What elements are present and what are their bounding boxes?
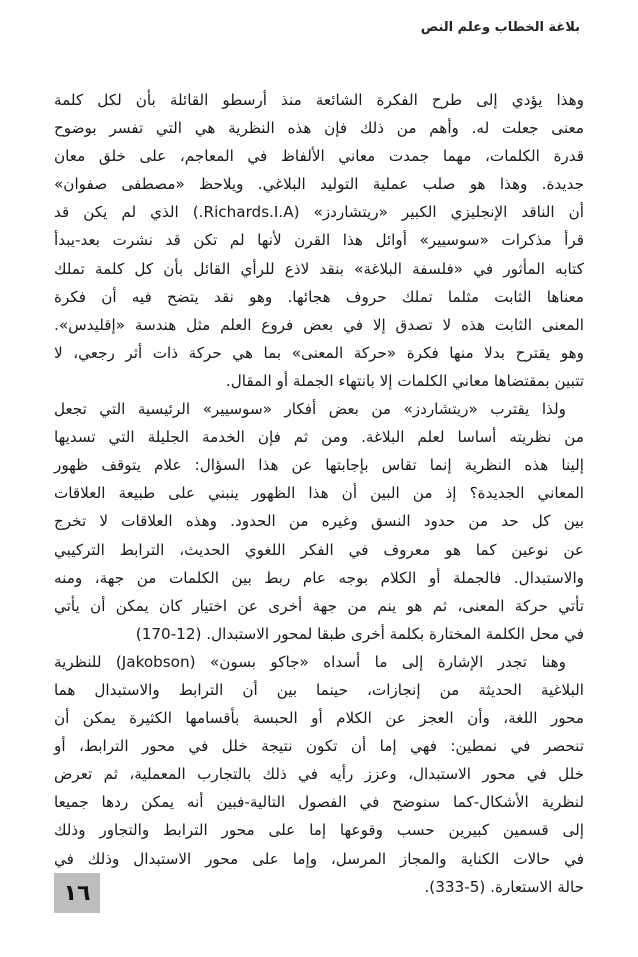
text-line: المعنى الثابت هذه لا تصدق إلا في بعض فروع العلم مثل هندسة «إقليدس».: [54, 315, 584, 334]
text-line: في حالات الكناية والمجاز المرسل، وإما على محور الاستبدال وذلك في: [54, 849, 584, 868]
text-line: من نظريته أساسا لعلم البلاغة. ومن ثم فإن الخدمة الجليلة التي تسديها: [54, 428, 584, 447]
text-line: تتبين بمقتضاها معاني الكلمات إلا بانتهاء الجملة أو المقال.: [225, 371, 584, 390]
text-line: وهو يقترح بدلا منها فكرة «حركة المعنى» بما هي حركة ذات أثر رجعي، لا: [54, 343, 584, 362]
page-number: ١٦: [63, 880, 91, 906]
running-header-title: بلاغة الخطاب وعلم النص: [420, 20, 580, 35]
text-line: تأتي حركة المعنى، ثم هو ينم من جهة أخرى عن اختيار كان يمكن أن يأتي: [54, 596, 584, 615]
text-line: المعاني الجديدة؟ إذ من البين أن هذا الظهور ينبني على طبيعة العلاقات: [54, 484, 584, 503]
text-line: جديدة. وهذا هو صلب عملية التوليد البلاغي. ويلاحظ «مصطفى صفوان»: [54, 175, 584, 194]
text-line: وهذا يؤدي إلى طرح الفكرة الشائعة منذ أرسطو القائلة بأن لكل كلمة: [54, 91, 584, 109]
text-line: محور اللغة، وأن العجز عن الكلام أو الحبسة بأقسامها الكثيرة يمكن أن: [54, 709, 584, 728]
page-number-box: [54, 873, 100, 913]
text-line: معنى جعلت له. وأهم من ذلك فإن هذه النظرية هي التي تفسر بوضوح: [54, 119, 584, 138]
text-line: إلى قسمين كبيرين حسب وقوعها إما على محور الترابط والتجاور وذلك: [54, 821, 584, 840]
paragraph: [54, 86, 584, 395]
text-line: وهنا تجدر الإشارة إلى ما أسداه «جاكو بسون» (Jakobson) للنظرية: [54, 652, 566, 671]
text-line: تنحصر في نمطين: فهي إما أن تكون نتيجة خلل في محور الترابط، أو: [54, 737, 584, 756]
text-line: في محل الكلمة المختارة بكلمة أخرى طبقا لمحور الاستبدال. (12-170): [135, 624, 584, 643]
text-line: والاستبدال. فالجملة أو الكلام بوجه عام ربط بين الكلمات من جهة، ومنه: [54, 568, 584, 587]
text-line: بين كل حد من حدود النسق وغيره من الحدود. وهذه العلاقات لا تخرج: [54, 512, 584, 531]
text-line: كتابه المأثور في «فلسفة البلاغة» بنقد لاذع للرأي القائل بأن كل كلمة تملك: [54, 259, 584, 278]
paragraph: [54, 648, 584, 901]
running-header: [58, 20, 580, 35]
text-line: أن الناقد الإنجليزي الكبير «ريتشاردز» (Richards.I.A.) الذي لم يكن قد: [54, 203, 584, 222]
text-line: حالة الاستعارة. (5-333).: [424, 877, 584, 896]
text-line: قدرة الكلمات، مهما جمدت معاني الألفاظ في المعاجم، على خلق معان: [54, 147, 584, 166]
text-line: قرأ مذكرات «سوسيير» أوائل هذا القرن لأنها لم تكن قد نشرت بعد-يبدأ: [54, 231, 584, 250]
paragraph: [54, 395, 584, 648]
page-body: [54, 86, 584, 901]
text-line: البلاغية الحديثة من إنجازات، حينما بين أن الترابط والاستبدال هما: [54, 680, 584, 699]
text-line: ولذا يقترب «ريتشاردز» من بعض أفكار «سوسيير» الرئيسية التي تجعل: [54, 400, 566, 419]
text-line: عن نوعين كما هو معروف في الفكر اللغوي الحديث، الترابط التركيبي: [54, 540, 584, 559]
text-line: معناها الثابت مثلما تملك حروف هجائها. وهو نقد يتضح فيه أن فكرة: [54, 287, 584, 306]
text-line: خلل في محور الاستبدال، وعزز رأيه في ذلك بالتجارب المعملية، ثم تعرض: [54, 765, 584, 784]
text-line: لنظرية الأشكال-كما سنوضح في الفصول التالية-فبين أنه يمكن ردها جميعا: [54, 793, 584, 812]
text-line: إلينا هذه النظرية إنما تقاس بإجابتها عن هذا السؤال: علام يتوقف ظهور: [54, 456, 584, 475]
